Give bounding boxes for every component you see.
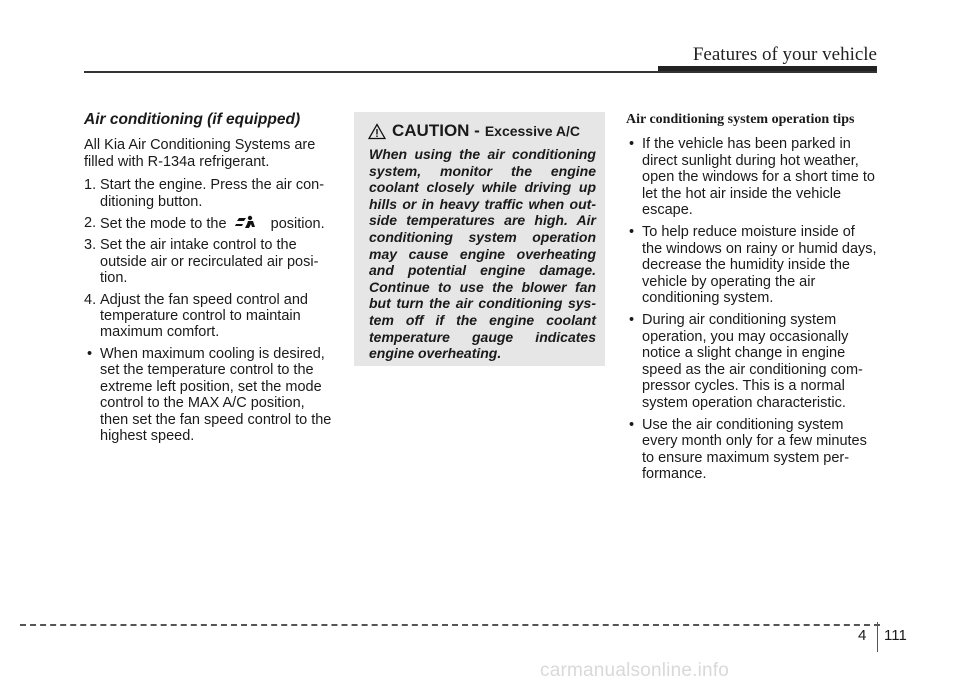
bullet-dot: •	[629, 136, 635, 153]
bullet-dot: •	[87, 345, 93, 362]
warning-triangle-icon	[368, 123, 386, 140]
page-header-title: Features of your vehicle	[692, 44, 877, 65]
bullet-dot: •	[629, 416, 635, 433]
step-3	[84, 237, 334, 286]
caution-label: CAUTION -	[392, 121, 480, 140]
intro-paragraph: All Kia Air Conditioning Systems are filled with R-134a refrigerant.	[84, 137, 316, 170]
footer-divider	[877, 622, 878, 652]
max-cooling-bullet	[84, 346, 334, 444]
step-text	[100, 215, 334, 232]
tip-item	[626, 312, 878, 410]
tip-text: Use the air conditioning system every month only for a few minutes to ensure maximum system per-formance.	[642, 416, 867, 483]
step-1	[84, 177, 334, 210]
caution-subtitle: Excessive A/C	[484, 123, 581, 139]
header-rule	[84, 71, 877, 73]
step-number: 3.	[84, 237, 97, 254]
bullet-dot: •	[629, 224, 635, 241]
step-text-after: position.	[270, 216, 325, 233]
tip-item	[626, 224, 878, 306]
caution-body: When using the air conditioning system, monitor the engine coolant closely while driving up hills or in heavy traffic when out-side temperatures are high. Air conditioning system operation may cause engine overheating and potential engine damage. Continue to use the blower fan but turn the air conditioning sys-tem off if the engine coolant temperature gauge indicates engine overheating.	[369, 146, 596, 362]
step-text: Set the air intake control to the outside air or recirculated air posi-tion.	[100, 237, 319, 287]
tips-heading: Air conditioning system operation tips	[626, 112, 855, 127]
tip-text: During air conditioning system operation, you may occasionally notice a slight change in engine speed as the air conditioning com-pressor cycles. This is a normal system operation characteristic.	[642, 312, 863, 411]
right-column	[626, 112, 878, 489]
section-heading: Air conditioning (if equipped)	[84, 111, 301, 128]
caution-box	[354, 112, 605, 366]
chapter-number: 4	[858, 627, 867, 644]
tip-item	[626, 136, 878, 218]
face-vent-mode-icon	[233, 215, 263, 231]
step-text-before: Set the mode to the	[100, 216, 227, 233]
footer-rule	[20, 624, 880, 626]
step-number: 1.	[84, 177, 97, 194]
step-2	[84, 215, 334, 232]
left-column	[84, 112, 334, 450]
bullet-dot: •	[629, 312, 635, 329]
page-number: 111	[884, 627, 907, 644]
step-text: Adjust the fan speed control and temperature control to maintain maximum comfort.	[100, 291, 308, 341]
step-4	[84, 292, 334, 341]
caution-title	[368, 121, 580, 141]
bullet-text: When maximum cooling is desired, set the temperature control to the extreme left position, set the mode control to the MAX A/C position, then set the fan speed control to the highest speed.	[100, 345, 332, 444]
watermark: carmanualsonline.info	[540, 660, 730, 681]
tip-text: To help reduce moisture inside of the windows on rainy or humid days, decrease the humidity inside the vehicle by operating the air conditioning system.	[642, 224, 877, 307]
step-number: 4.	[84, 291, 97, 308]
tip-text: If the vehicle has been parked in direct sunlight during hot weather, open the windows for a short time to let the hot air inside the vehicle escape.	[642, 136, 875, 219]
step-number: 2.	[84, 215, 97, 232]
step-text: Start the engine. Press the air con-ditioning button.	[100, 177, 325, 210]
tip-item	[626, 417, 878, 483]
